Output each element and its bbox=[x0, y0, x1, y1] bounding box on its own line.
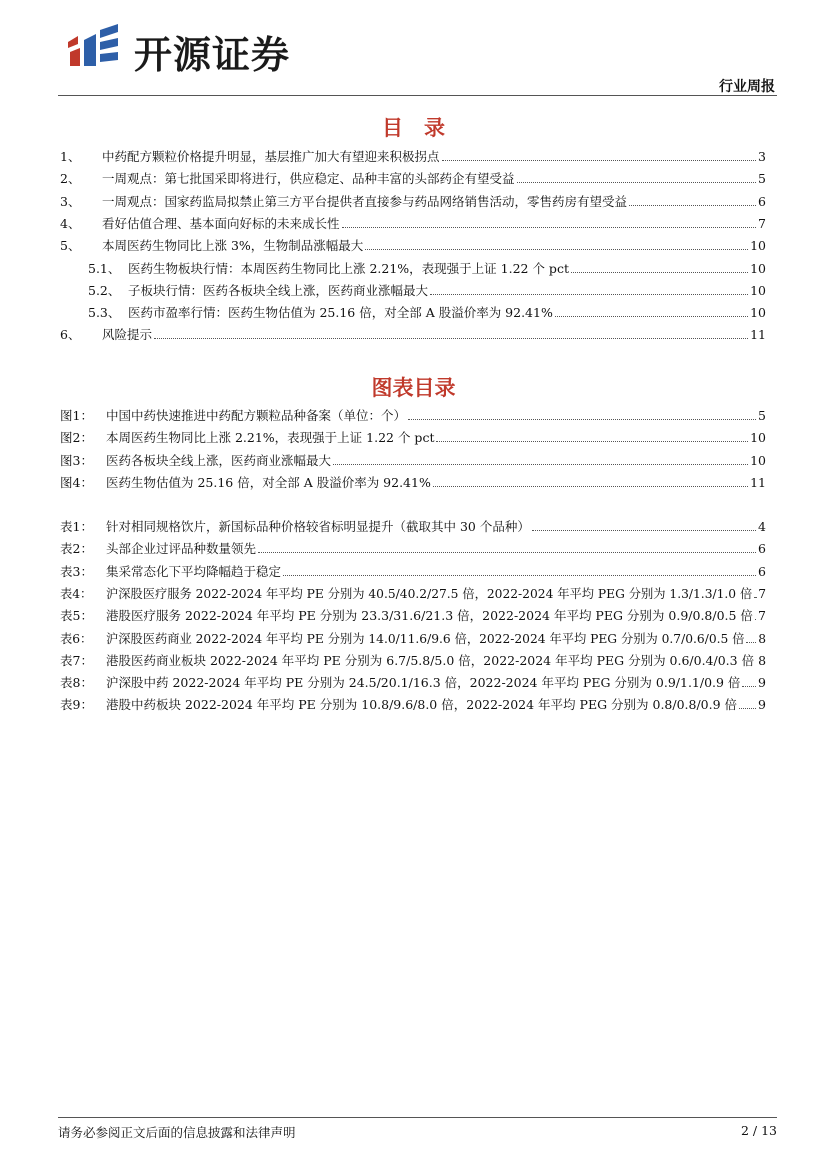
toc-leader-dots bbox=[433, 485, 748, 487]
toc-leader-dots bbox=[532, 529, 756, 531]
toc-entry-number: 表2： bbox=[60, 541, 93, 557]
toc-entry-title: 港股中药板块 2022-2024 年平均 PE 分别为 10.8/9.6/8.0 倍，2022-2024 年平均 PEG 分别为 0.8/0.8/0.9 倍 bbox=[106, 697, 738, 713]
toc-entry-number: 表9： bbox=[60, 697, 93, 713]
toc-entry-page: 7 bbox=[758, 215, 766, 231]
toc-entry-page: 10 bbox=[750, 260, 766, 276]
toc-leader-dots bbox=[754, 596, 756, 598]
toc-entry-number: 表1： bbox=[60, 519, 93, 534]
toc-entry-page: 9 bbox=[758, 697, 766, 713]
footer-disclaimer: 请务必参阅正文后面的信息披露和法律声明 bbox=[58, 1125, 296, 1140]
toc-entry-number: 4、 bbox=[60, 215, 81, 231]
toc-leader-dots bbox=[629, 204, 756, 206]
toc-entry-number: 图2： bbox=[60, 430, 93, 446]
toc-entry-page: 3 bbox=[758, 149, 766, 164]
toc-entry-number: 1、 bbox=[60, 149, 81, 164]
toc-entry[interactable] bbox=[60, 630, 766, 648]
toc-entry-title: 港股医药商业板块 2022-2024 年平均 PE 分别为 6.7/5.8/5.0 倍，2022-2024 年平均 PEG 分别为 0.6/0.4/0.3 倍 bbox=[106, 652, 755, 668]
toc-entry-page: 10 bbox=[750, 430, 766, 446]
toc-entry-page: 4 bbox=[758, 519, 766, 534]
header-divider bbox=[58, 95, 777, 96]
toc-entry[interactable] bbox=[60, 452, 766, 470]
toc-entry-page: 11 bbox=[750, 327, 766, 343]
toc-entry[interactable] bbox=[60, 193, 766, 211]
toc-entry-number: 表4： bbox=[60, 586, 93, 601]
toc-leader-dots bbox=[258, 551, 756, 553]
toc-leader-dots bbox=[517, 181, 757, 183]
toc-entry[interactable] bbox=[60, 607, 766, 625]
toc-entry[interactable] bbox=[60, 540, 766, 558]
toc-entry-number: 图1： bbox=[60, 408, 93, 423]
toc-entry-title: 港股医疗服务 2022-2024 年平均 PE 分别为 23.3/31.6/21.3 倍，2022-2024 年平均 PEG 分别为 0.9/0.8/0.5 倍 bbox=[106, 608, 753, 624]
toc-entry-title: 中国中药快速推进中药配方颗粒品种备案（单位：个） bbox=[106, 408, 407, 423]
toc-leader-dots bbox=[342, 226, 757, 228]
toc-entry-page: 5 bbox=[758, 408, 766, 423]
toc-leader-dots bbox=[408, 418, 756, 420]
toc-leader-dots bbox=[154, 337, 748, 339]
toc-entry-page: 8 bbox=[758, 652, 766, 668]
toc-entry[interactable] bbox=[60, 215, 766, 233]
toc-entry[interactable] bbox=[60, 407, 766, 425]
toc-entry-number: 3、 bbox=[60, 193, 81, 209]
toc-entry[interactable] bbox=[88, 282, 766, 300]
toc-entry-page: 7 bbox=[758, 586, 766, 601]
toc-entry[interactable] bbox=[60, 326, 766, 344]
toc-entry-title: 本周医药生物同比上涨 3%，生物制品涨幅最大 bbox=[102, 238, 364, 254]
toc-entry-title: 沪深股医疗服务 2022-2024 年平均 PE 分别为 40.5/40.2/27.5 倍，2022-2024 年平均 PEG 分别为 1.3/1.3/1.0 倍 bbox=[106, 586, 753, 601]
toc-leader-dots bbox=[755, 618, 756, 620]
toc-entry-page: 10 bbox=[750, 452, 766, 468]
toc-entry-title: 医药各板块全线上涨，医药商业涨幅最大 bbox=[106, 452, 332, 468]
toc-entry-title: 子板块行情：医药各板块全线上涨，医药商业涨幅最大 bbox=[128, 282, 429, 298]
toc-entry-page: 6 bbox=[758, 193, 766, 209]
toc-entry-title: 沪深股中药 2022-2024 年平均 PE 分别为 24.5/20.1/16.3 倍，2022-2024 年平均 PEG 分别为 0.9/1.1/0.9 倍 bbox=[106, 675, 741, 691]
toc-entry[interactable] bbox=[60, 585, 766, 603]
toc-leader-dots bbox=[365, 248, 748, 250]
toc-entry-title: 一周观点：第七批国采即将进行，供应稳定、品种丰富的头部药企有望受益 bbox=[102, 171, 515, 187]
toc-entry-number: 图4： bbox=[60, 474, 93, 490]
toc-entry-title: 医药生物板块行情：本周医药生物同比上涨 2.21%，表现强于上证 1.22 个 pct bbox=[128, 260, 569, 276]
figures-title: 图表目录 bbox=[371, 376, 456, 400]
toc-entry-title: 中药配方颗粒价格提升明显，基层推广加大有望迎来积极拐点 bbox=[102, 149, 440, 164]
toc-entry[interactable] bbox=[60, 237, 766, 255]
toc-entry-number: 5.2、 bbox=[88, 282, 121, 298]
toc-entry[interactable] bbox=[88, 304, 766, 322]
toc-entry-title: 一周观点：国家药监局拟禁止第三方平台提供者直接参与药品网络销售活动，零售药房有望受益 bbox=[102, 193, 628, 209]
toc-entry-number: 5.1、 bbox=[88, 260, 121, 276]
toc-entry-number: 表5： bbox=[60, 608, 93, 624]
toc-entry-number: 2、 bbox=[60, 171, 81, 187]
toc-entry-number: 5、 bbox=[60, 238, 81, 254]
toc-leader-dots bbox=[283, 574, 756, 576]
toc-entry-page: 7 bbox=[758, 608, 766, 624]
toc-entry-title: 集采常态化下平均降幅趋于稳定 bbox=[106, 563, 282, 579]
footer-divider bbox=[58, 1117, 777, 1118]
toc-leader-dots bbox=[430, 293, 748, 295]
toc-leader-dots bbox=[746, 641, 756, 643]
toc-entry[interactable] bbox=[88, 260, 766, 278]
toc-entry[interactable] bbox=[60, 652, 766, 670]
toc-entry-page: 10 bbox=[750, 282, 766, 298]
toc-entry-title: 头部企业过评品种数量领先 bbox=[106, 541, 257, 557]
page-indicator: 2 / 13 bbox=[740, 1123, 777, 1138]
brand-name: 开源证券 bbox=[134, 33, 291, 77]
toc-leader-dots bbox=[739, 707, 756, 709]
toc-entry-number: 图3： bbox=[60, 452, 93, 468]
toc-entry-page: 6 bbox=[758, 541, 766, 557]
toc-entry-page: 11 bbox=[750, 474, 766, 490]
toc-entry-title: 医药生物估值为 25.16 倍，对全部 A 股溢价率为 92.41% bbox=[106, 474, 431, 490]
page-header bbox=[0, 0, 827, 95]
toc-entry-number: 表3： bbox=[60, 563, 93, 579]
toc-entry[interactable] bbox=[60, 429, 766, 447]
toc-entry-title: 本周医药生物同比上涨 2.21%，表现强于上证 1.22 个 pct bbox=[106, 430, 435, 446]
toc-entry-page: 9 bbox=[758, 675, 766, 691]
toc-entry[interactable] bbox=[60, 563, 766, 581]
contents-title: 目 录 bbox=[382, 116, 445, 140]
toc-entry-number: 5.3、 bbox=[88, 305, 121, 321]
toc-entry[interactable] bbox=[60, 518, 766, 536]
toc-entry[interactable] bbox=[60, 170, 766, 188]
toc-entry-title: 医药市盈率行情：医药生物估值为 25.16 倍，对全部 A 股溢价率为 92.41% bbox=[128, 305, 553, 321]
toc-entry-page: 10 bbox=[750, 305, 766, 321]
toc-entry-title: 针对相同规格饮片，新国标品种价格较省标明显提升（截取其中 30 个品种） bbox=[106, 519, 530, 534]
toc-entry[interactable] bbox=[60, 474, 766, 492]
toc-leader-dots bbox=[333, 463, 748, 465]
toc-entry-title: 沪深股医药商业 2022-2024 年平均 PE 分别为 14.0/11.6/9.6 倍，2022-2024 年平均 PEG 分别为 0.7/0.6/0.5 倍 bbox=[106, 631, 745, 646]
toc-entry[interactable] bbox=[60, 696, 766, 714]
toc-entry-number: 表6： bbox=[60, 631, 93, 646]
toc-leader-dots bbox=[742, 685, 756, 687]
toc-entry-number: 表8： bbox=[60, 675, 93, 691]
toc-entry-page: 5 bbox=[758, 171, 766, 187]
toc-leader-dots bbox=[436, 440, 748, 442]
toc-entry-number: 表7： bbox=[60, 652, 93, 668]
toc-leader-dots bbox=[442, 159, 757, 161]
company-logo-icon bbox=[66, 22, 126, 70]
toc-entry-page: 6 bbox=[758, 563, 766, 579]
toc-entry-page: 10 bbox=[750, 238, 766, 254]
toc-leader-dots bbox=[571, 271, 748, 273]
toc-entry[interactable] bbox=[60, 674, 766, 692]
toc-entry-title: 风险提示 bbox=[102, 327, 153, 343]
toc-entry-page: 8 bbox=[758, 631, 766, 646]
toc-leader-dots bbox=[555, 315, 748, 317]
toc-entry[interactable] bbox=[60, 148, 766, 166]
report-type-label: 行业周报 bbox=[719, 79, 775, 95]
toc-entry-number: 6、 bbox=[60, 327, 81, 343]
toc-entry-title: 看好估值合理、基本面向好标的未来成长性 bbox=[102, 215, 340, 231]
